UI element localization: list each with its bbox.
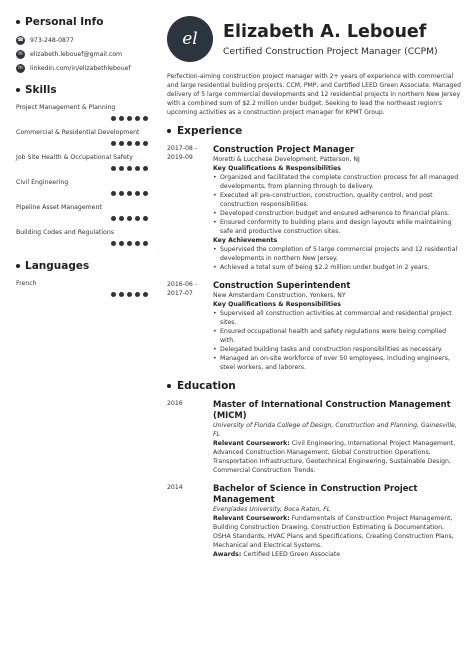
skill-item: [16, 280, 152, 297]
rating-dot: [119, 166, 124, 171]
contact-item[interactable]: [16, 64, 152, 72]
education-entry: [163, 399, 463, 475]
skills-list: [16, 104, 152, 246]
rating-dot: [111, 216, 116, 221]
coursework: [213, 439, 461, 475]
rating-dot: [127, 216, 132, 221]
institution: University of Florida College of Design, Construction and Planning, Gainesville, FL: [213, 422, 457, 438]
entry-body: [213, 483, 461, 559]
skill-label: Pipeline Asset Management: [16, 204, 102, 211]
contact-item: [16, 36, 152, 44]
rating-dot: [135, 191, 140, 196]
skills-heading: Skills: [16, 84, 152, 96]
coursework: [213, 514, 461, 550]
bullet-item: • Developed construction budget and ensured adherence to financial plans.: [213, 209, 461, 218]
rating-dot: [143, 241, 148, 246]
contact-text: elizabeth.lebouef@gmail.com: [30, 50, 123, 58]
bullet-item: • Delegated building tasks and construction responsibilities as necessary.: [213, 345, 461, 354]
skill-item: [16, 204, 152, 221]
personal-info-heading: Personal Info: [16, 16, 152, 28]
education-list: [163, 399, 463, 559]
main-content: [163, 0, 463, 670]
first-name: Elizabeth A.: [223, 22, 341, 42]
last-name: Lebouef: [346, 22, 427, 42]
entry-title: Construction Superintendent: [213, 280, 351, 290]
rating-dot: [143, 191, 148, 196]
rating-dot: [119, 141, 124, 146]
rating-dot: [135, 116, 140, 121]
contact-item[interactable]: [16, 50, 152, 58]
bullet-item: • Supervised all construction activities at commercial and residential project sites.: [213, 309, 461, 327]
experience-list: [163, 144, 463, 372]
rating-dots: [16, 166, 152, 171]
rating-dot: [127, 141, 132, 146]
entry-dates: 2016: [167, 400, 183, 407]
bullet-item: • Ensured occupational health and safety regulations were being complied with.: [213, 327, 461, 345]
institution: Everglades University, Boca Raton, FL: [213, 506, 331, 513]
entry-dates: 2014: [167, 484, 183, 491]
experience-entry: [163, 280, 463, 372]
personal-info-section: [16, 16, 152, 72]
rating-dot: [119, 191, 124, 196]
skill-label: Building Codes and Regulations: [16, 229, 114, 236]
entry-dates: 2017-08 - 2019-09: [167, 145, 198, 161]
skills-section: [16, 84, 152, 246]
awards-text: Certified LEED Green Associate: [241, 551, 341, 558]
rating-dots: [16, 116, 152, 121]
rating-dot: [111, 292, 116, 297]
coursework-label: Relevant Coursework:: [213, 515, 290, 522]
contact-list: [16, 36, 152, 72]
skill-label: French: [16, 280, 37, 287]
rating-dots: [16, 141, 152, 146]
entry-subheading: Key Achievements: [213, 237, 278, 244]
bullet-item: • Achieved a total sum of being $2.2 million under budget in 2 years.: [213, 263, 461, 272]
bullet-list: [213, 173, 461, 236]
awards-label: Awards:: [213, 551, 242, 558]
bullet-item: • Ensured conformity to building plans and design layouts while maintaining safe and productive construction sites.: [213, 218, 461, 236]
rating-dot: [127, 166, 132, 171]
languages-heading: Languages: [16, 260, 152, 272]
experience-heading: Experience: [167, 125, 463, 137]
degree-title: Bachelor of Science in Construction Project Management: [213, 483, 418, 504]
rating-dot: [135, 141, 140, 146]
rating-dot: [127, 191, 132, 196]
linkedin-icon: in: [16, 64, 25, 73]
rating-dots: [16, 216, 152, 221]
contact-text: linkedin.com/in/elizabethlebouef: [30, 64, 131, 72]
rating-dot: [135, 216, 140, 221]
rating-dot: [143, 166, 148, 171]
monogram-avatar: el: [167, 16, 213, 62]
rating-dot: [111, 116, 116, 121]
education-heading: Education: [167, 380, 463, 392]
experience-entry: [163, 144, 463, 272]
skill-item: [16, 229, 152, 246]
entry-body: [213, 399, 461, 475]
coursework-label: Relevant Coursework:: [213, 440, 290, 447]
skill-label: Civil Engineering: [16, 179, 69, 186]
rating-dot: [111, 191, 116, 196]
bullet-item: • Organized and facilitated the complete construction process for all managed developments, from planning through to delivery.: [213, 173, 461, 191]
degree-title: Master of International Construction Management (MICM): [213, 399, 451, 420]
rating-dot: [143, 116, 148, 121]
entry-organization: Moretti & Lucchese Development, Patterson, NJ: [213, 156, 360, 163]
bullet-item: • Executed all pre-construction, construction, quality control, and post construction responsibilities.: [213, 191, 461, 209]
phone-icon: ☎: [17, 36, 24, 43]
rating-dot: [119, 241, 124, 246]
email-icon: ✉: [16, 50, 25, 59]
entry-body: [213, 280, 461, 372]
education-entry: [163, 483, 463, 559]
rating-dot: [135, 292, 140, 297]
rating-dot: [127, 241, 132, 246]
rating-dot: [143, 141, 148, 146]
job-title: Certified Construction Project Manager (CCPM): [223, 46, 438, 57]
rating-dot: [135, 241, 140, 246]
rating-dot: [111, 166, 116, 171]
resume-header: [163, 0, 463, 68]
rating-dot: [127, 116, 132, 121]
skill-label: Commercial & Residential Development: [16, 129, 140, 136]
skill-label: Project Management & Planning: [16, 104, 116, 111]
skill-item: [16, 129, 152, 146]
bullet-list: [213, 245, 461, 272]
entry-subheading: Key Qualifications & Responsibilities: [213, 301, 341, 308]
rating-dot: [127, 292, 132, 297]
rating-dots: [16, 292, 152, 297]
rating-dot: [111, 241, 116, 246]
summary: Perfection-aiming construction project manager with 2+ years of experience with commercial and large residential building projects. CCM, PMP, and Certified LEED Green Associate. Managed delivery of 5 large commercial developments and 12 residential projects in northern New Jersey with a combined sum of $2.2 million under budget. Seeking to lead the northeast region's upcoming activities as a construction project manager for KPMT Group.: [167, 73, 461, 116]
bullet-item: • Supervised the completion of 5 large commercial projects and 12 residential developments in northern New Jersey.: [213, 245, 461, 263]
awards: [213, 550, 461, 559]
entry-dates: 2016-06 - 2017-07: [167, 281, 198, 297]
contact-text: 973-248-0877: [30, 36, 74, 44]
entry-subheading: Key Qualifications & Responsibilities: [213, 165, 341, 172]
languages-list: [16, 280, 152, 297]
skill-item: [16, 179, 152, 196]
rating-dot: [143, 292, 148, 297]
skill-item: [16, 104, 152, 121]
languages-section: [16, 260, 152, 297]
sidebar: [0, 0, 152, 670]
bullet-list: [213, 309, 461, 372]
rating-dot: [143, 216, 148, 221]
bullet-item: • Managed an on-site workforce of over 50 employees, including engineers, steel workers, and laborers.: [213, 354, 461, 372]
rating-dot: [111, 141, 116, 146]
rating-dot: [119, 292, 124, 297]
rating-dots: [16, 191, 152, 196]
coursework-text: Fundamentals of Construction Project Management, Building Construction Drawing, Construction Estimating & Documentation, OSHA Standards, HVAC Plans and Specifications, Creating Construction Plans, Mechanical and Electrical Systems.: [213, 515, 454, 549]
entry-title: Construction Project Manager: [213, 144, 355, 154]
rating-dot: [119, 116, 124, 121]
skill-label: Job Site Health & Occupational Safety: [16, 154, 133, 161]
rating-dots: [16, 241, 152, 246]
entry-body: [213, 144, 461, 272]
rating-dot: [135, 166, 140, 171]
entry-organization: New Amsterdam Construction, Yonkers, NY: [213, 292, 346, 299]
skill-item: [16, 154, 152, 171]
coursework-text: Civil Engineering, International Project Management, Advanced Construction Management, Global Construction Operations, Transportation Infrastructure, Geotechnical Engineering, Sustainable Design, Commercial Construction Trends.: [213, 440, 456, 474]
rating-dot: [119, 216, 124, 221]
candidate-name: [223, 22, 426, 42]
